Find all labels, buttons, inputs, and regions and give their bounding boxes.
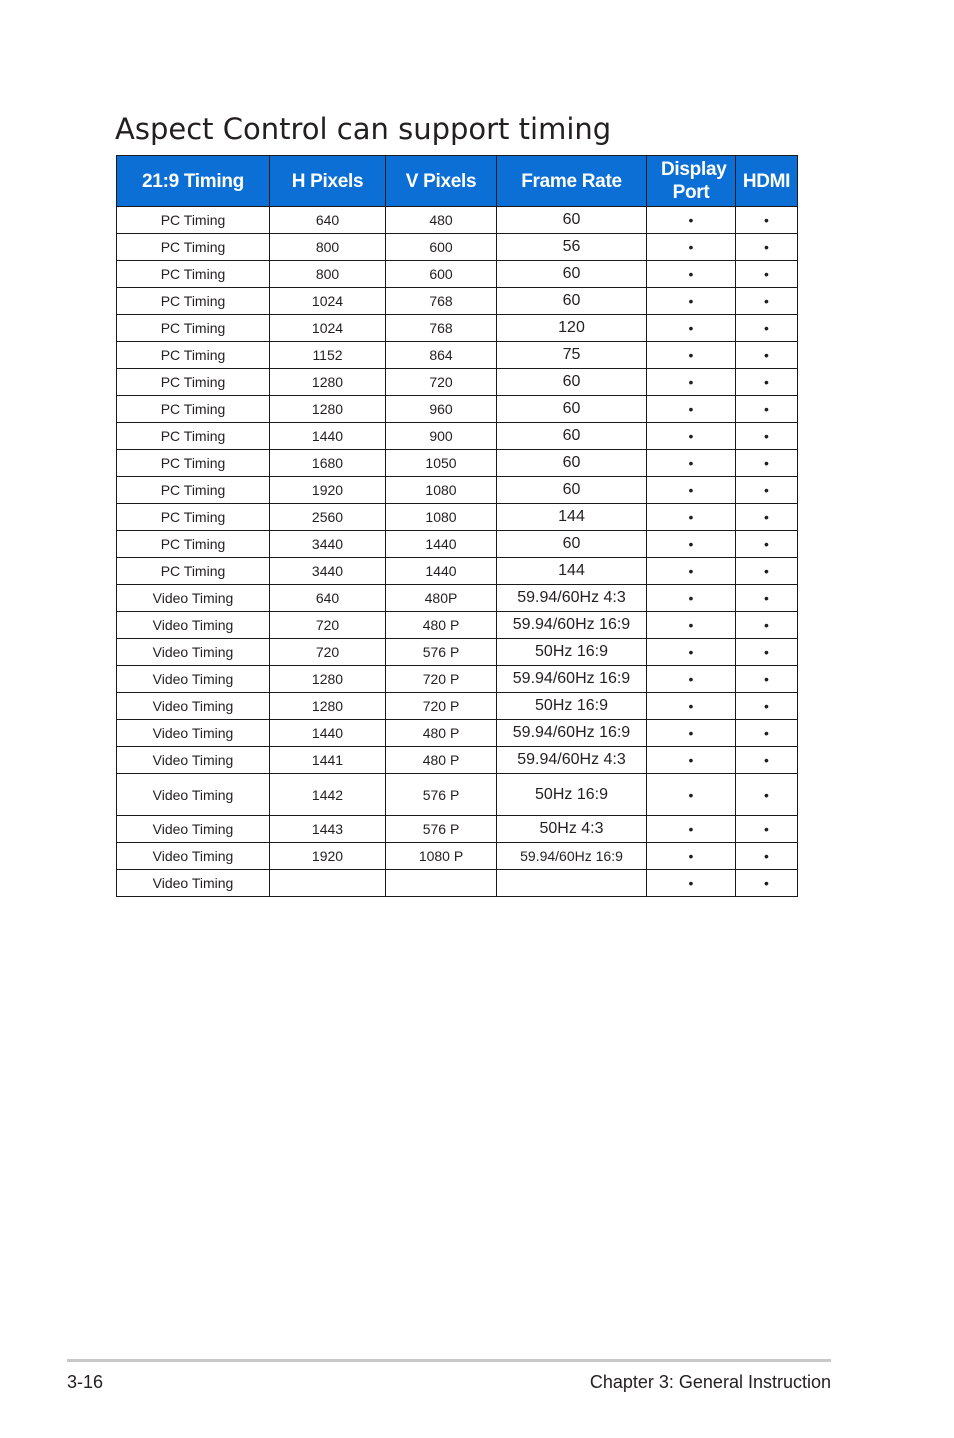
timing-cell: PC Timing xyxy=(117,261,270,288)
display-port-cell: • xyxy=(647,207,736,234)
frame-rate-cell: 60 xyxy=(497,423,647,450)
timing-cell: PC Timing xyxy=(117,315,270,342)
table-row xyxy=(117,774,798,816)
display-port-cell: • xyxy=(647,234,736,261)
display-port-cell: • xyxy=(647,315,736,342)
display-port-cell: • xyxy=(647,342,736,369)
frame-rate-cell: 60 xyxy=(497,477,647,504)
hdmi-cell: • xyxy=(736,693,798,720)
frame-rate-cell: 60 xyxy=(497,288,647,315)
display-port-cell: • xyxy=(647,423,736,450)
v-pixels-cell: 480 P xyxy=(386,747,497,774)
hdmi-cell: • xyxy=(736,870,798,897)
display-port-cell: • xyxy=(647,816,736,843)
timing-cell: PC Timing xyxy=(117,369,270,396)
h-pixels-cell: 640 xyxy=(270,585,386,612)
header-display-port: Display Port xyxy=(647,156,736,207)
v-pixels-cell: 600 xyxy=(386,234,497,261)
display-port-cell: • xyxy=(647,870,736,897)
hdmi-cell: • xyxy=(736,666,798,693)
hdmi-cell: • xyxy=(736,315,798,342)
table-row xyxy=(117,423,798,450)
frame-rate-cell: 60 xyxy=(497,396,647,423)
frame-rate-cell: 59.94/60Hz 4:3 xyxy=(497,747,647,774)
table-row xyxy=(117,477,798,504)
h-pixels-cell: 800 xyxy=(270,261,386,288)
v-pixels-cell: 576 P xyxy=(386,816,497,843)
hdmi-cell: • xyxy=(736,207,798,234)
frame-rate-cell: 75 xyxy=(497,342,647,369)
timing-cell: Video Timing xyxy=(117,585,270,612)
h-pixels-cell: 1920 xyxy=(270,843,386,870)
display-port-cell: • xyxy=(647,450,736,477)
display-port-cell: • xyxy=(647,747,736,774)
hdmi-cell: • xyxy=(736,396,798,423)
display-port-cell: • xyxy=(647,585,736,612)
timing-cell: PC Timing xyxy=(117,558,270,585)
hdmi-cell: • xyxy=(736,450,798,477)
frame-rate-cell: 56 xyxy=(497,234,647,261)
v-pixels-cell: 1080 xyxy=(386,477,497,504)
v-pixels-cell: 960 xyxy=(386,396,497,423)
table-row xyxy=(117,369,798,396)
h-pixels-cell: 1440 xyxy=(270,720,386,747)
table-row xyxy=(117,234,798,261)
v-pixels-cell: 768 xyxy=(386,315,497,342)
frame-rate-cell: 60 xyxy=(497,531,647,558)
frame-rate-cell: 120 xyxy=(497,315,647,342)
h-pixels-cell: 1443 xyxy=(270,816,386,843)
frame-rate-cell: 144 xyxy=(497,504,647,531)
h-pixels-cell: 1680 xyxy=(270,450,386,477)
frame-rate-cell: 50Hz 4:3 xyxy=(497,816,647,843)
frame-rate-cell: 60 xyxy=(497,450,647,477)
h-pixels-cell: 640 xyxy=(270,207,386,234)
hdmi-cell: • xyxy=(736,261,798,288)
table-row xyxy=(117,396,798,423)
hdmi-cell: • xyxy=(736,639,798,666)
frame-rate-cell: 60 xyxy=(497,369,647,396)
table-row xyxy=(117,747,798,774)
footer-divider xyxy=(67,1359,831,1362)
h-pixels-cell: 3440 xyxy=(270,531,386,558)
v-pixels-cell: 864 xyxy=(386,342,497,369)
timing-cell: Video Timing xyxy=(117,870,270,897)
timing-cell: PC Timing xyxy=(117,207,270,234)
table-row xyxy=(117,531,798,558)
v-pixels-cell: 480 P xyxy=(386,720,497,747)
table-row xyxy=(117,720,798,747)
frame-rate-cell: 59.94/60Hz 16:9 xyxy=(497,720,647,747)
hdmi-cell: • xyxy=(736,288,798,315)
v-pixels-cell: 1080 xyxy=(386,504,497,531)
table-row xyxy=(117,639,798,666)
v-pixels-cell: 576 P xyxy=(386,774,497,816)
table-row xyxy=(117,261,798,288)
timing-cell: Video Timing xyxy=(117,816,270,843)
display-port-cell: • xyxy=(647,261,736,288)
timing-table xyxy=(116,155,798,897)
v-pixels-cell: 480 P xyxy=(386,612,497,639)
timing-cell: PC Timing xyxy=(117,531,270,558)
table-row xyxy=(117,666,798,693)
display-port-cell: • xyxy=(647,477,736,504)
frame-rate-cell: 59.94/60Hz 16:9 xyxy=(497,612,647,639)
timing-cell: PC Timing xyxy=(117,423,270,450)
table-row xyxy=(117,558,798,585)
h-pixels-cell: 3440 xyxy=(270,558,386,585)
table-body xyxy=(117,207,798,897)
timing-cell: Video Timing xyxy=(117,612,270,639)
frame-rate-cell: 144 xyxy=(497,558,647,585)
hdmi-cell: • xyxy=(736,612,798,639)
frame-rate-cell: 59.94/60Hz 16:9 xyxy=(497,843,647,870)
v-pixels-cell: 768 xyxy=(386,288,497,315)
hdmi-cell: • xyxy=(736,774,798,816)
h-pixels-cell: 1280 xyxy=(270,369,386,396)
display-port-cell: • xyxy=(647,612,736,639)
header-frame-rate: Frame Rate xyxy=(497,156,647,207)
display-port-cell: • xyxy=(647,504,736,531)
v-pixels-cell: 480P xyxy=(386,585,497,612)
hdmi-cell: • xyxy=(736,342,798,369)
table-row xyxy=(117,315,798,342)
v-pixels-cell: 576 P xyxy=(386,639,497,666)
hdmi-cell: • xyxy=(736,816,798,843)
timing-cell: Video Timing xyxy=(117,666,270,693)
v-pixels-cell: 480 xyxy=(386,207,497,234)
hdmi-cell: • xyxy=(736,234,798,261)
h-pixels-cell xyxy=(270,870,386,897)
v-pixels-cell: 1080 P xyxy=(386,843,497,870)
v-pixels-cell xyxy=(386,870,497,897)
h-pixels-cell: 1280 xyxy=(270,666,386,693)
frame-rate-cell: 59.94/60Hz 4:3 xyxy=(497,585,647,612)
h-pixels-cell: 720 xyxy=(270,612,386,639)
header-h-pixels: H Pixels xyxy=(270,156,386,207)
hdmi-cell: • xyxy=(736,747,798,774)
hdmi-cell: • xyxy=(736,585,798,612)
h-pixels-cell: 1441 xyxy=(270,747,386,774)
table-row xyxy=(117,288,798,315)
display-port-cell: • xyxy=(647,396,736,423)
hdmi-cell: • xyxy=(736,531,798,558)
hdmi-cell: • xyxy=(736,477,798,504)
h-pixels-cell: 2560 xyxy=(270,504,386,531)
table-row xyxy=(117,450,798,477)
display-port-cell: • xyxy=(647,720,736,747)
frame-rate-cell: 59.94/60Hz 16:9 xyxy=(497,666,647,693)
hdmi-cell: • xyxy=(736,558,798,585)
timing-cell: Video Timing xyxy=(117,720,270,747)
v-pixels-cell: 1440 xyxy=(386,531,497,558)
table-row xyxy=(117,207,798,234)
timing-cell: Video Timing xyxy=(117,747,270,774)
display-port-cell: • xyxy=(647,693,736,720)
header-timing: 21:9 Timing xyxy=(117,156,270,207)
display-port-cell: • xyxy=(647,531,736,558)
h-pixels-cell: 720 xyxy=(270,639,386,666)
frame-rate-cell: 60 xyxy=(497,207,647,234)
table-header-row xyxy=(117,156,798,207)
display-port-cell: • xyxy=(647,558,736,585)
frame-rate-cell: 50Hz 16:9 xyxy=(497,774,647,816)
timing-cell: PC Timing xyxy=(117,234,270,261)
table-row xyxy=(117,816,798,843)
v-pixels-cell: 1050 xyxy=(386,450,497,477)
h-pixels-cell: 1280 xyxy=(270,396,386,423)
page-number: 3-16 xyxy=(67,1372,104,1392)
table-row xyxy=(117,612,798,639)
table-row xyxy=(117,342,798,369)
hdmi-cell: • xyxy=(736,720,798,747)
frame-rate-cell xyxy=(497,870,647,897)
timing-cell: PC Timing xyxy=(117,504,270,531)
h-pixels-cell: 1280 xyxy=(270,693,386,720)
v-pixels-cell: 1440 xyxy=(386,558,497,585)
header-hdmi: HDMI xyxy=(736,156,798,207)
h-pixels-cell: 1440 xyxy=(270,423,386,450)
display-port-cell: • xyxy=(647,666,736,693)
table-row xyxy=(117,585,798,612)
header-v-pixels: V Pixels xyxy=(386,156,497,207)
timing-cell: Video Timing xyxy=(117,639,270,666)
h-pixels-cell: 1152 xyxy=(270,342,386,369)
display-port-cell: • xyxy=(647,639,736,666)
h-pixels-cell: 1024 xyxy=(270,315,386,342)
table-row xyxy=(117,870,798,897)
h-pixels-cell: 1024 xyxy=(270,288,386,315)
hdmi-cell: • xyxy=(736,423,798,450)
table-row xyxy=(117,504,798,531)
timing-cell: PC Timing xyxy=(117,396,270,423)
frame-rate-cell: 50Hz 16:9 xyxy=(497,693,647,720)
h-pixels-cell: 1920 xyxy=(270,477,386,504)
timing-cell: Video Timing xyxy=(117,843,270,870)
table-row xyxy=(117,843,798,870)
display-port-cell: • xyxy=(647,843,736,870)
hdmi-cell: • xyxy=(736,369,798,396)
h-pixels-cell: 800 xyxy=(270,234,386,261)
table-row xyxy=(117,693,798,720)
page-title: Aspect Control can support timing xyxy=(115,112,612,146)
frame-rate-cell: 50Hz 16:9 xyxy=(497,639,647,666)
v-pixels-cell: 720 xyxy=(386,369,497,396)
v-pixels-cell: 720 P xyxy=(386,666,497,693)
display-port-cell: • xyxy=(647,288,736,315)
h-pixels-cell: 1442 xyxy=(270,774,386,816)
hdmi-cell: • xyxy=(736,504,798,531)
frame-rate-cell: 60 xyxy=(497,261,647,288)
timing-cell: PC Timing xyxy=(117,342,270,369)
v-pixels-cell: 900 xyxy=(386,423,497,450)
display-port-cell: • xyxy=(647,369,736,396)
chapter-label: Chapter 3: General Instruction xyxy=(589,1372,831,1392)
v-pixels-cell: 600 xyxy=(386,261,497,288)
timing-cell: Video Timing xyxy=(117,774,270,816)
timing-cell: Video Timing xyxy=(117,693,270,720)
timing-cell: PC Timing xyxy=(117,288,270,315)
timing-cell: PC Timing xyxy=(117,477,270,504)
v-pixels-cell: 720 P xyxy=(386,693,497,720)
timing-cell: PC Timing xyxy=(117,450,270,477)
hdmi-cell: • xyxy=(736,843,798,870)
display-port-cell: • xyxy=(647,774,736,816)
